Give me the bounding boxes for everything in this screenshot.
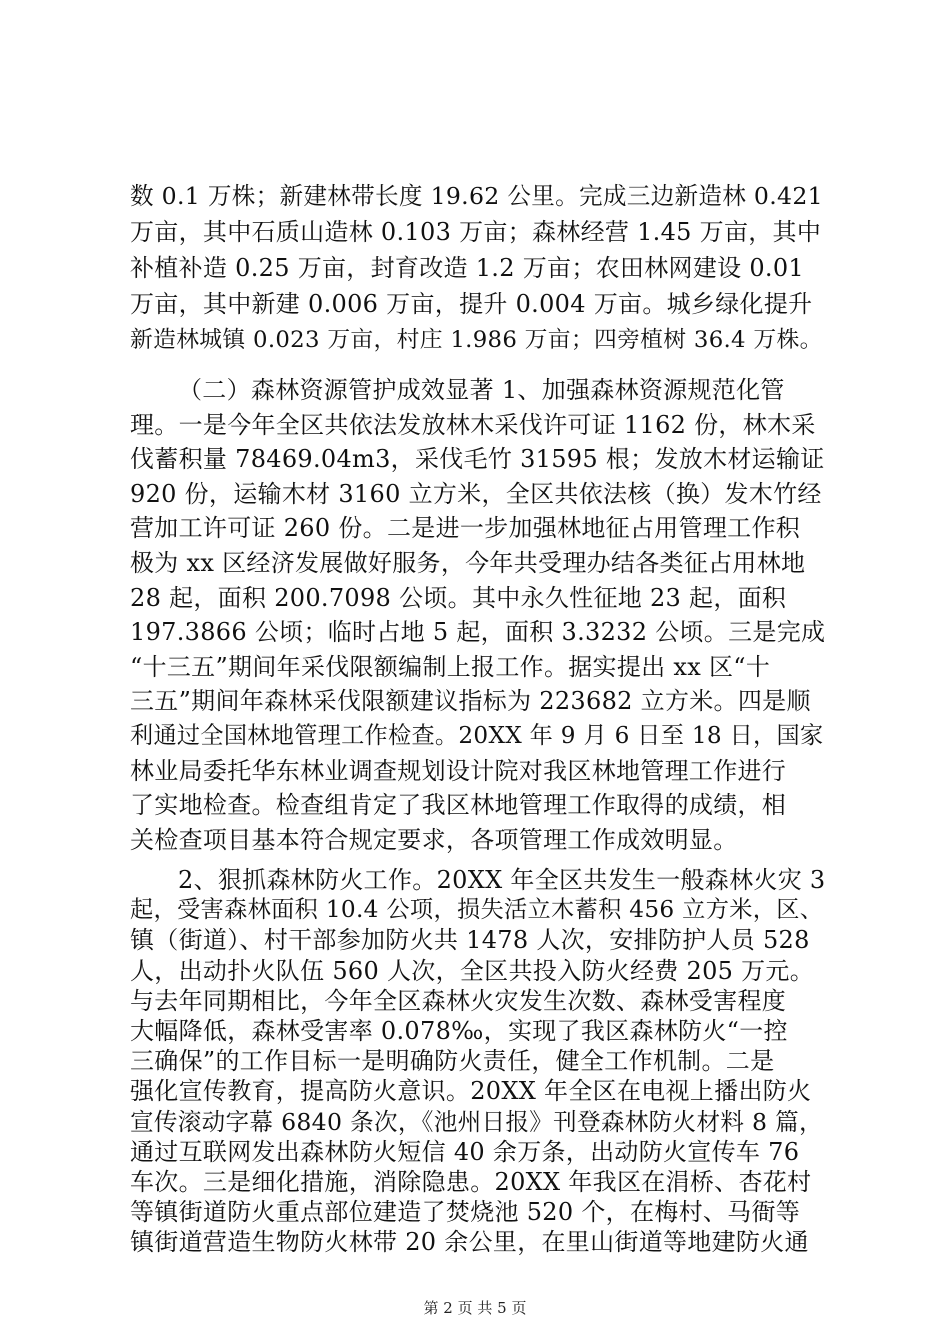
text-line: 197.3866 公顷；临时占地 5 起，面积 3.3232 公顷。三是完成 [130,618,826,647]
text-line: 补植补造 0.25 万亩，封育改造 1.2 万亩；农田林网建设 0.01 [130,254,804,282]
text-line: 920 份，运输木材 3160 立方米，全区共依法核（换）发木竹经 [130,479,822,508]
text-line: 28 起，面积 200.7098 公顷。其中永久性征地 23 起，面积 [130,583,787,612]
text-line: 通过互联网发出森林防火短信 40 余万条，出动防火宣传车 76 [130,1137,800,1166]
text-line: 营加工许可证 260 份。二是进一步加强林地征占用管理工作积 [130,514,801,543]
text-line: “十三五”期间年采伐限额编制上报工作。据实提出 xx 区“十 [130,652,771,681]
text-line: 理。一是今年全区共依法发放林木采伐许可证 1162 份，林木采 [130,410,816,439]
text-line: 新造林城镇 0.023 万亩，村庄 1.986 万亩；四旁植树 36.4 万株。 [130,327,823,353]
text-line: 关检查项目基本符合规定要求，各项管理工作成效明显。 [130,825,738,854]
text-line: 三五”期间年森林采伐限额建议指标为 223682 立方米。四是顺 [130,687,811,716]
text-line: 强化宣传教育，提高防火意识。20XX 年全区在电视上播出防火 [130,1077,812,1106]
text-line: 与去年同期相比，今年全区森林火灾发生次数、森林受害程度 [130,986,787,1015]
text-line: 了实地检查。检查组肯定了我区林地管理工作取得的成绩，相 [130,791,787,820]
text-line: 宣传滚动字幕 6840 条次，《池州日报》刊登森林防火材料 8 篇， [130,1107,823,1136]
text-line: （二）森林资源管护成效显著 1、加强森林资源规范化管 [178,376,785,404]
text-line: 车次。三是细化措施，消除隐患。20XX 年我区在涓桥、杏花村 [130,1168,812,1196]
text-line: 极为 xx 区经济发展做好服务，今年共受理办结各类征占用林地 [130,549,806,577]
text-line: 利通过全国林地管理工作检查。20XX 年 9 月 6 日至 18 日，国家 [130,723,824,749]
text-line: 2、狠抓森林防火工作。20XX 年全区共发生一般森林火灾 3 [178,866,826,894]
text-line: 起，受害森林面积 10.4 公项，损失活立木蓄积 456 立方米，区、 [130,896,824,924]
text-line: 镇（街道）、村干部参加防火共 1478 人次，安排防护人员 528 [130,926,810,955]
text-line: 万亩，其中石质山造林 0.103 万亩；森林经营 1.45 万亩，其中 [130,218,822,246]
text-line: 三确保”的工作目标一是明确防火责任，健全工作机制。二是 [130,1047,775,1076]
text-line: 大幅降低，森林受害率 0.078‰，实现了我区森林防火“一控 [130,1017,788,1045]
text-line: 等镇街道防火重点部位建造了焚烧池 520 个，在梅村、马衙等 [130,1198,801,1227]
text-line: 镇街道营造生物防火林带 20 余公里，在里山街道等地建防火通 [130,1228,809,1257]
page-number: 第 2 页 共 5 页 [423,1299,527,1317]
text-line: 万亩，其中新建 0.006 万亩，提升 0.004 万亩。城乡绿化提升 [130,290,813,318]
text-line: 林业局委托华东林业调查规划设计院对我区林地管理工作进行 [130,756,787,785]
text-line: 伐蓄积量 78469.04m3，采伐毛竹 31595 根；发放木材运输证 [130,445,825,474]
text-line: 数 0.1 万株；新建林带长度 19.62 公里。完成三边新造林 0.421 [130,182,823,210]
text-line: 人，出动扑火队伍 560 人次，全区共投入防火经费 205 万元。 [130,956,815,985]
